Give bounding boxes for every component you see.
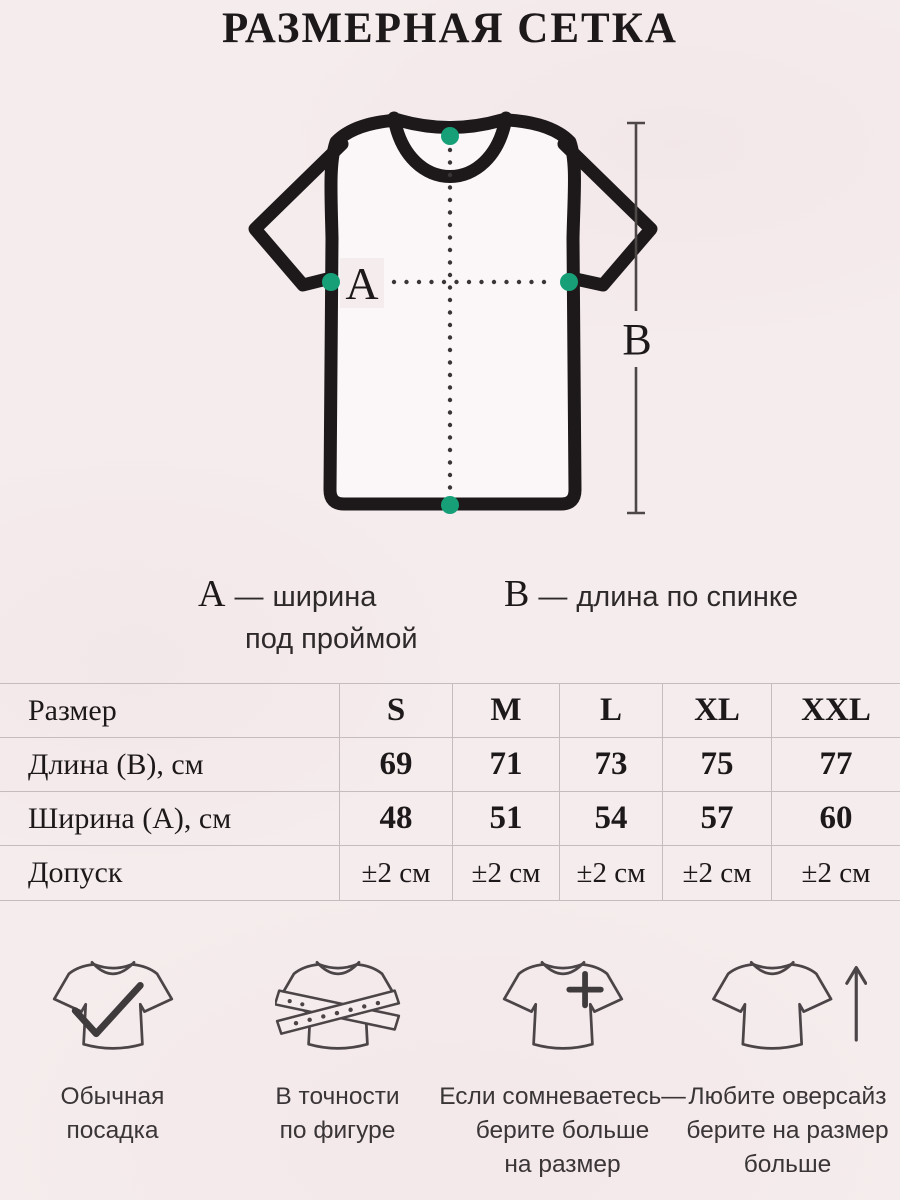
width-value-xl: 57: [663, 792, 772, 846]
left-armpit-measure-point: [322, 273, 340, 291]
page-title: РАЗМЕРНАЯ СЕТКА: [222, 5, 678, 52]
fit-caption-oversize: [686, 1080, 888, 1182]
tolerance-value-xxl: ±2 см: [801, 856, 871, 889]
table-header-size: Размер: [0, 684, 340, 738]
legend-length-letter: В: [504, 573, 530, 615]
caption-line: Если сомневаетесь—: [439, 1083, 686, 1110]
legend-length: [504, 574, 798, 616]
caption-line: В точности: [275, 1083, 400, 1110]
fit-option-size-up: [439, 956, 686, 1182]
caption-line: на размер: [504, 1151, 621, 1178]
length-value-xl: 75: [663, 738, 772, 792]
tshirt-plus-icon: [500, 956, 626, 1068]
fit-option-exact: [225, 956, 450, 1182]
length-row-label: Длина (В), см: [0, 738, 340, 792]
tolerance-value-xl: ±2 см: [663, 846, 772, 900]
legend-width: [198, 574, 418, 656]
tolerance-value-s: ±2 см: [340, 846, 453, 900]
tshirt-measurement-diagram: [0, 88, 900, 558]
legend-length-dash: —: [538, 581, 568, 613]
legend-length-text: длина по спинке: [576, 581, 799, 613]
fit-option-oversize: [675, 956, 900, 1182]
table-header-s: S: [340, 684, 453, 738]
length-value-xxl: 77: [772, 738, 900, 792]
tolerance-row-label: Допуск: [0, 846, 340, 900]
tolerance-value-m: ±2 см: [453, 846, 560, 900]
fit-caption-regular: [61, 1080, 165, 1148]
table-header-xl: XL: [663, 684, 772, 738]
width-value-xxl: 60: [772, 792, 900, 846]
width-value-s: 48: [340, 792, 453, 846]
length-value-l: 73: [560, 738, 663, 792]
tolerance-value-l: ±2 см: [560, 846, 663, 900]
legend-width-letter: А: [198, 573, 226, 615]
table-header-xxl: XXL: [772, 684, 900, 738]
legend-width-text: ширина: [272, 581, 377, 613]
width-value-l: 54: [560, 792, 663, 846]
right-armpit-measure-point: [560, 273, 578, 291]
fit-caption-size-up: [439, 1080, 686, 1182]
table-header-l: L: [560, 684, 663, 738]
legend-width-line2: под проймой: [245, 622, 418, 655]
length-value-m: 71: [453, 738, 560, 792]
tshirt-check-icon: [50, 956, 176, 1068]
hem-measure-point: [441, 496, 459, 514]
width-row-label: Ширина (А), см: [0, 792, 340, 846]
tshirt-tape-icon: [275, 956, 401, 1068]
legend-width-dash: —: [234, 581, 264, 613]
caption-line: берите на размер: [686, 1117, 889, 1144]
caption-line: Любите оверсайз: [688, 1083, 887, 1110]
legend-width-line1: [198, 574, 418, 616]
tshirt-arrow-icon: [709, 956, 867, 1068]
caption-line: посадка: [66, 1117, 159, 1144]
table-header-m: M: [453, 684, 560, 738]
caption-line: по фигуре: [279, 1117, 396, 1144]
length-measure-label: B: [622, 315, 652, 364]
width-value-m: 51: [453, 792, 560, 846]
fit-guide: [0, 956, 900, 1182]
neck-measure-point: [441, 127, 459, 145]
fit-caption-exact: [275, 1080, 399, 1148]
size-table: [0, 683, 900, 901]
caption-line: больше: [743, 1151, 832, 1178]
caption-line: Обычная: [60, 1083, 165, 1110]
fit-option-regular: [0, 956, 225, 1182]
caption-line: берите больше: [475, 1117, 650, 1144]
length-value-s: 69: [340, 738, 453, 792]
width-measure-label: A: [345, 258, 379, 309]
